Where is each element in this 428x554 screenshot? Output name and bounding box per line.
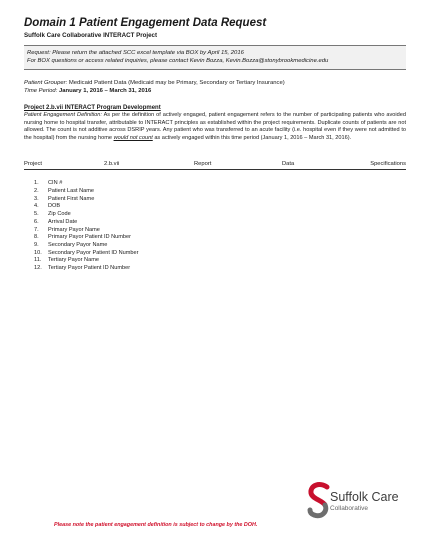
data-field-list [34,180,406,272]
time-period-value: January 1, 2016 – March 31, 2016 [58,88,152,94]
definition-emphasis: would not count [113,134,153,141]
patient-grouper [24,79,406,95]
footer-note: Please note the patient engagement definition is subject to change by the DOH. [54,522,258,528]
list-item: 11. Tertiary Payor Name [34,257,99,264]
list-item: 8. Primary Payor Patient ID Number [34,234,131,241]
list-item: 12. Tertiary Payor Patient ID Number [34,265,131,272]
definition-tail: as actively engaged within this time period (January 1, 2016 – March 31, 2016). [154,134,352,141]
patient-grouper-label: Patient Grouper: [24,80,68,86]
suffolk-care-logo [306,481,416,521]
header-project: Project [24,161,43,168]
list-item: 10. Secondary Payor Patient ID Number [34,249,139,256]
engagement-definition [24,112,406,142]
list-item: 1. CIN # [34,180,63,187]
request-line: Request: Please return the attached SCC excel template via BOX by April 15, 2016 [27,50,244,56]
request-box [24,45,406,70]
list-item: 4. DOB [34,203,61,210]
definition-text: As per the definition of actively engaged, patient engagement refers to the number of participating patients who avoided nursing home to hospital transfer, attributable to INTERACT principles as established within the project requirements. Duplicate counts of patients are not allowed. The count is not additive across DSRIP years. Any patient who was transferred to an acute facility (i.e. hospital even if they were not admitted to the hospital) from the nursing home [24,112,406,141]
document-page [24,16,406,289]
list-item: 9. Secondary Payor Name [34,242,108,248]
list-item: 6. Arrival Date [34,218,78,225]
program-heading: Project 2.b.vii INTERACT Program Development [24,105,161,111]
list-item: 2. Patient Last Name [34,188,95,195]
spec-table-header [24,160,406,170]
definition-label: Patient Engagement Definition: [24,112,102,118]
header-specifications: Specifications [370,161,406,168]
logo-name: Suffolk Care [330,490,399,504]
list-item: 7. Primary Payor Name [34,226,100,233]
list-item: 3. Patient First Name [34,195,95,202]
header-project-code: 2.b.vii [104,161,120,168]
document-title: Domain 1 Patient Engagement Data Request [24,17,267,29]
time-period-label: Time Period: [24,88,58,94]
header-report: Report [194,161,212,168]
logo-tagline: Collaborative [330,505,368,512]
patient-grouper-value: Medicaid Patient Data (Medicaid may be Primary, Secondary or Tertiary Insurance) [68,80,285,86]
box-contact-line: For BOX questions or access related inquiries, please contact Kevin Bozza, Kevin.Bozza@stonybrookmedicine.edu [27,58,329,64]
header-data: Data [282,161,295,168]
list-item: 5. Zip Code [34,211,71,218]
document-subtitle: Suffolk Care Collaborative INTERACT Project [24,32,158,39]
